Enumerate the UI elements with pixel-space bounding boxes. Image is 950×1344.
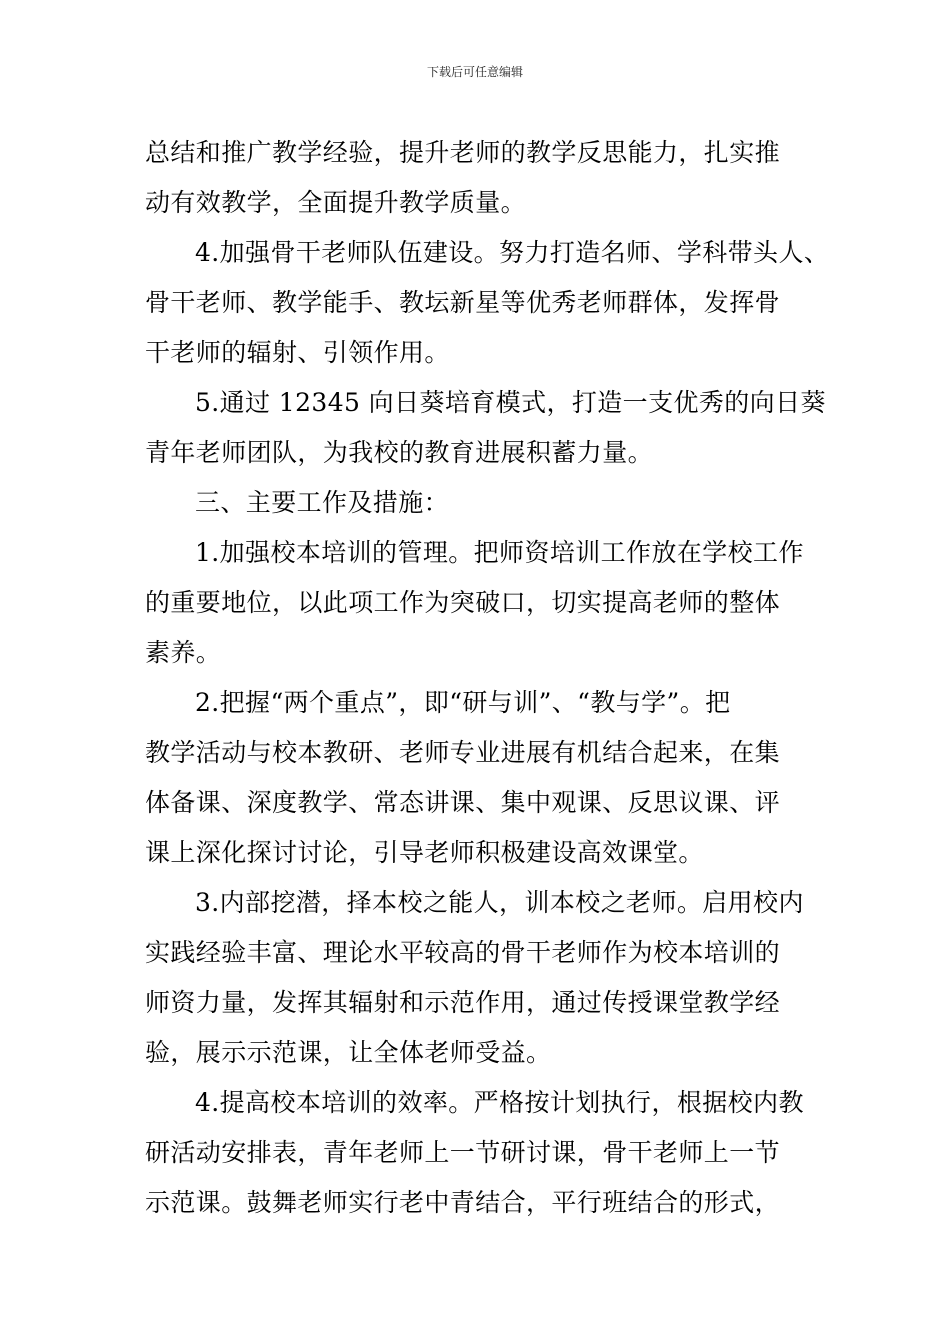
- header-note: 下载后可任意编辑: [426, 65, 523, 79]
- text-line: 验，展示示范课，让全体老师受益。: [145, 1038, 552, 1067]
- text-line: 动有效教学，全面提升教学质量。: [145, 188, 527, 217]
- text-line: 实践经验丰富、理论水平较高的骨干老师作为校本培训的: [145, 938, 781, 967]
- text-line: 总结和推广教学经验，提升老师的教学反思能力，扎实推: [145, 138, 781, 167]
- text-line: 青年老师团队，为我校的教育进展积蓄力量。: [145, 438, 654, 467]
- text-line: 三、主要工作及措施：: [195, 488, 450, 517]
- text-line: 教学活动与校本教研、老师专业进展有机结合起来，在集: [145, 738, 781, 767]
- text-line: 4.加强骨干老师队伍建设。努力打造名师、学科带头人、: [195, 238, 830, 267]
- text-line: 1.加强校本培训的管理。把师资培训工作放在学校工作: [195, 538, 804, 567]
- text-line: 示范课。鼓舞老师实行老中青结合，平行班结合的形式，: [145, 1188, 781, 1217]
- text-line: 骨干老师、教学能手、教坛新星等优秀老师群体，发挥骨: [145, 288, 781, 317]
- document-body: [145, 128, 830, 1228]
- text-line: 2.把握“两个重点”，即“研与训”、“教与学”。把: [195, 688, 731, 717]
- text-line: 3.内部挖潜，择本校之能人，训本校之老师。启用校内: [195, 888, 804, 917]
- text-line: 干老师的辐射、引领作用。: [145, 338, 450, 367]
- text-line: 体备课、深度教学、常态讲课、集中观课、反思议课、评: [145, 788, 781, 817]
- text-line: 的重要地位，以此项工作为突破口，切实提高老师的整体: [145, 588, 781, 617]
- text-line: 课上深化探讨讨论，引导老师积极建设高效课堂。: [145, 838, 704, 867]
- text-line: 师资力量，发挥其辐射和示范作用，通过传授课堂教学经: [145, 988, 781, 1017]
- text-line: 5.通过 12345 向日葵培育模式，打造一支优秀的向日葵: [195, 388, 826, 417]
- text-line: 素养。: [145, 638, 222, 667]
- text-line: 4.提高校本培训的效率。严格按计划执行，根据校内教: [195, 1088, 804, 1117]
- text-line: 研活动安排表，青年老师上一节研讨课，骨干老师上一节: [145, 1138, 781, 1167]
